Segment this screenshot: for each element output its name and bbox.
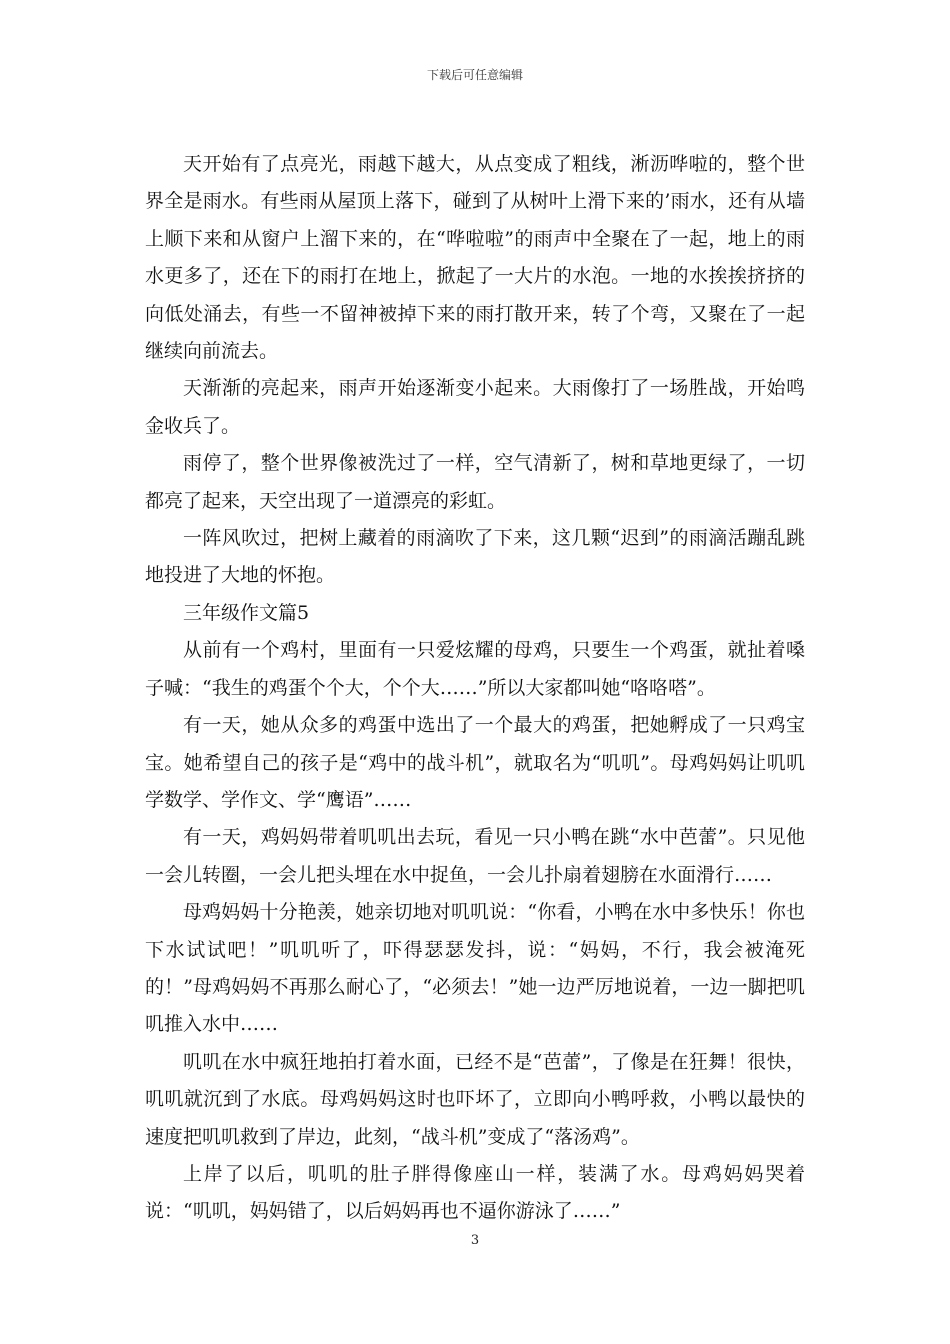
paragraph: 上岸了以后，叽叽的肚子胖得像座山一样，装满了水。母鸡妈妈哭着说：“叽叽，妈妈错了，以后妈妈再也不逼你游泳了……” [145,1162,805,1223]
paragraph: 天渐渐的亮起来，雨声开始逐渐变小起来。大雨像打了一场胜战，开始鸣金收兵了。 [145,377,805,437]
paragraph: 叽叽在水中疯狂地拍打着水面，已经不是“芭蕾”，了像是在狂舞！很快，叽叽就沉到了水底。母鸡妈妈这时也吓坏了，立即向小鸭呼救，小鸭以最快的速度把叽叽救到了岸边，此刻，“战斗机”变成了“落汤鸡”。 [145,1050,805,1148]
section-heading: 三年级作文篇5 [183,601,310,624]
paragraph: 从前有一个鸡村，里面有一只爱炫耀的母鸡，只要生一个鸡蛋，就扯着嗓子喊：“我生的鸡蛋个个大，个个大……”所以大家都叫她“咯咯嗒”。 [145,639,805,699]
page-number: 3 [470,1233,480,1248]
paragraph: 母鸡妈妈十分艳羡，她亲切地对叽叽说：“你看，小鸭在水中多快乐！你也下水试试吧！”叽叽听了，吓得瑟瑟发抖，说：“妈妈，不行，我会被淹死的！”母鸡妈妈不再那么耐心了，“必须去！”她一边严厉地说着，一边一脚把叽叽推入水中…… [145,901,805,1036]
page-header: 下载后可任意编辑 [426,68,523,82]
paragraph: 天开始有了点亮光，雨越下越大，从点变成了粗线，淅沥哗啦的，整个世界全是雨水。有些雨从屋顶上落下，碰到了从树叶上滑下来的’雨水，还有从墙上顺下来和从窗户上溜下来的，在“哗啦啦”的雨声中全聚在了一起，地上的雨水更多了，还在下的雨打在地上，掀起了一大片的水泡。一地的水挨挨挤挤的向低处涌去，有些一不留神被掉下来的雨打散开来，转了个弯，又聚在了一起继续向前流去。 [145,153,805,363]
paragraph: 有一天，鸡妈妈带着叽叽出去玩，看见一只小鸭在跳“水中芭蕾”。只见他一会儿转圈，一会儿把头埋在水中捉鱼，一会儿扑扇着翅膀在水面滑行…… [145,826,805,886]
document-body [145,146,805,1231]
paragraph: 一阵风吹过，把树上藏着的雨滴吹了下来，这几颗“迟到”的雨滴活蹦乱跳地投进了大地的怀抱。 [145,527,805,587]
paragraph: 雨停了，整个世界像被洗过了一样，空气清新了，树和草地更绿了，一切都亮了起来，天空出现了一道漂亮的彩虹。 [145,452,805,512]
paragraph: 有一天，她从众多的鸡蛋中选出了一个最大的鸡蛋，把她孵成了一只鸡宝宝。她希望自己的孩子是“鸡中的战斗机”，就取名为“叽叽”。母鸡妈妈让叽叽学数学、学作文、学“鹰语”…… [145,714,805,811]
